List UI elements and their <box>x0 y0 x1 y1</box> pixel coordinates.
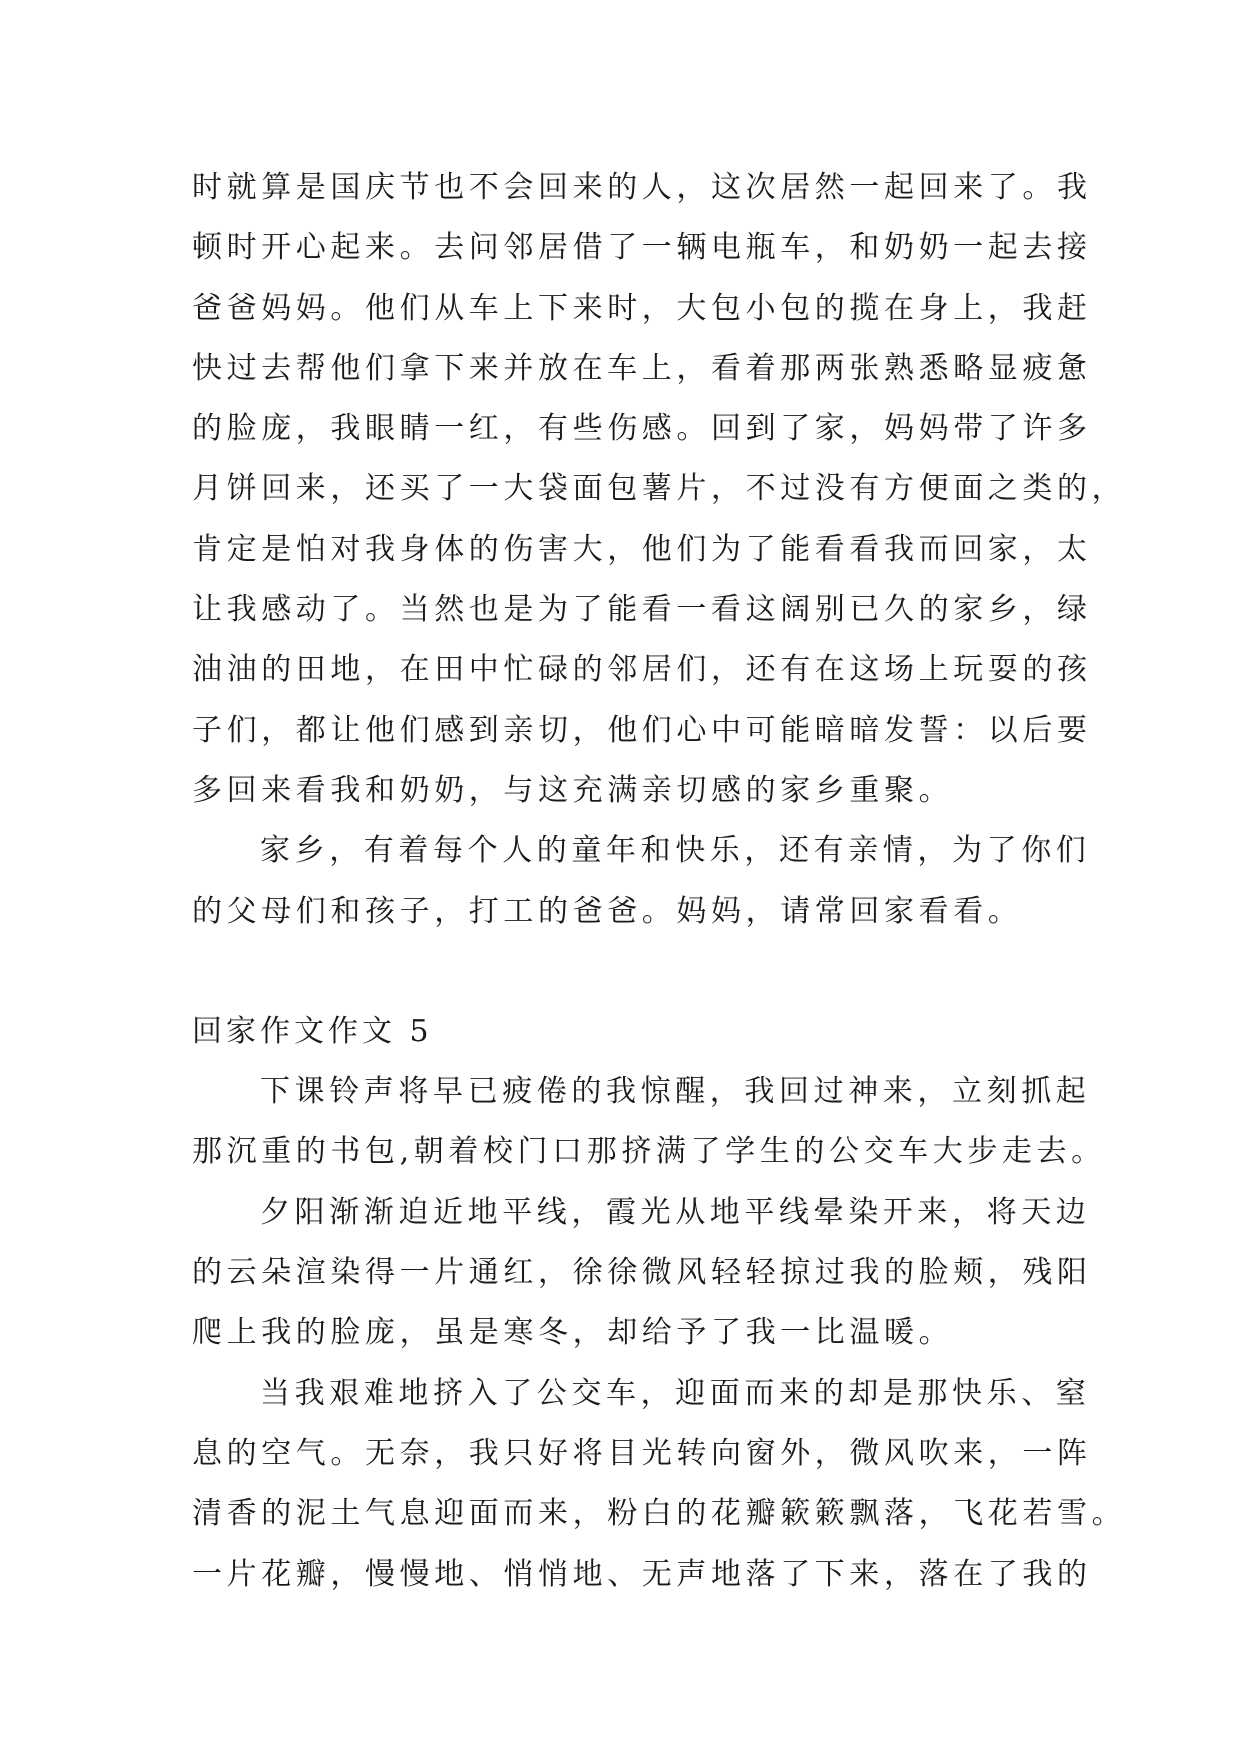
text-line: 的云朵渲染得一片通红，徐徐微风轻轻掠过我的脸颊，残阳 <box>192 1255 1092 1291</box>
text-line: 一片花瓣，慢慢地、悄悄地、无声地落了下来，落在了我的 <box>192 1556 1092 1592</box>
paragraph <box>192 1062 1106 1183</box>
paragraph <box>192 821 1091 942</box>
text-line: 家乡，有着每个人的童年和快乐，还有亲情，为了你们 <box>260 833 1091 869</box>
text-line: 的脸庞，我眼睛一红，有些伤感。回到了家，妈妈带了许多 <box>192 411 1092 447</box>
text-line: 爸爸妈妈。他们从车上下来时，大包小包的揽在身上，我赶 <box>192 290 1092 326</box>
text-line: 息的空气。无奈，我只好将目光转向窗外，微风吹来，一阵 <box>192 1435 1092 1471</box>
paragraph <box>192 1183 1092 1364</box>
text-line: 多回来看我和奶奶，与这充满亲切感的家乡重聚。 <box>192 772 954 808</box>
text-line: 顿时开心起来。去问邻居借了一辆电瓶车，和奶奶一起去接 <box>192 230 1092 266</box>
text-line: 爬上我的脸庞，虽是寒冬，却给予了我一比温暖。 <box>192 1315 954 1351</box>
text-line: 快过去帮他们拿下来并放在车上，看着那两张熟悉略显疲惫 <box>192 350 1092 386</box>
text-line: 的父母们和孩子，打工的爸爸。妈妈，请常回家看看。 <box>192 893 1023 929</box>
text-line: 时就算是国庆节也不会回来的人，这次居然一起回来了。我 <box>192 170 1092 205</box>
text-line: 子们，都让他们感到亲切，他们心中可能暗暗发誓：以后要 <box>192 712 1092 748</box>
document-page <box>192 158 1127 1605</box>
text-line: 夕阳渐渐迫近地平线，霞光从地平线晕染开来，将天边 <box>260 1194 1091 1230</box>
text-line: 让我感动了。当然也是为了能看一看这阔别已久的家乡，绿 <box>192 592 1092 628</box>
text-line: 月饼回来，还买了一大袋面包薯片，不过没有方便面之类的， <box>192 471 1127 507</box>
text-line: 油油的田地，在田中忙碌的邻居们，还有在这场上玩耍的孩 <box>192 652 1092 688</box>
paragraph <box>192 158 1127 821</box>
text-line: 肯定是怕对我身体的伤害大，他们为了能看看我而回家，太 <box>192 531 1092 567</box>
text-line: 当我艰难地挤入了公交车，迎面而来的却是那快乐、窒 <box>260 1375 1091 1411</box>
section-gap <box>192 942 1052 1002</box>
paragraph <box>192 1364 1127 1605</box>
section-heading: 回家作文作文 5 <box>192 1013 433 1049</box>
text-line: 清香的泥土气息迎面而来，粉白的花瓣簌簌飘落，飞花若雪。 <box>192 1496 1127 1532</box>
text-line: 下课铃声将早已疲倦的我惊醒，我回过神来，立刻抓起 <box>260 1074 1091 1110</box>
text-line: 那沉重的书包,朝着校门口那挤满了学生的公交车大步走去。 <box>192 1134 1106 1170</box>
